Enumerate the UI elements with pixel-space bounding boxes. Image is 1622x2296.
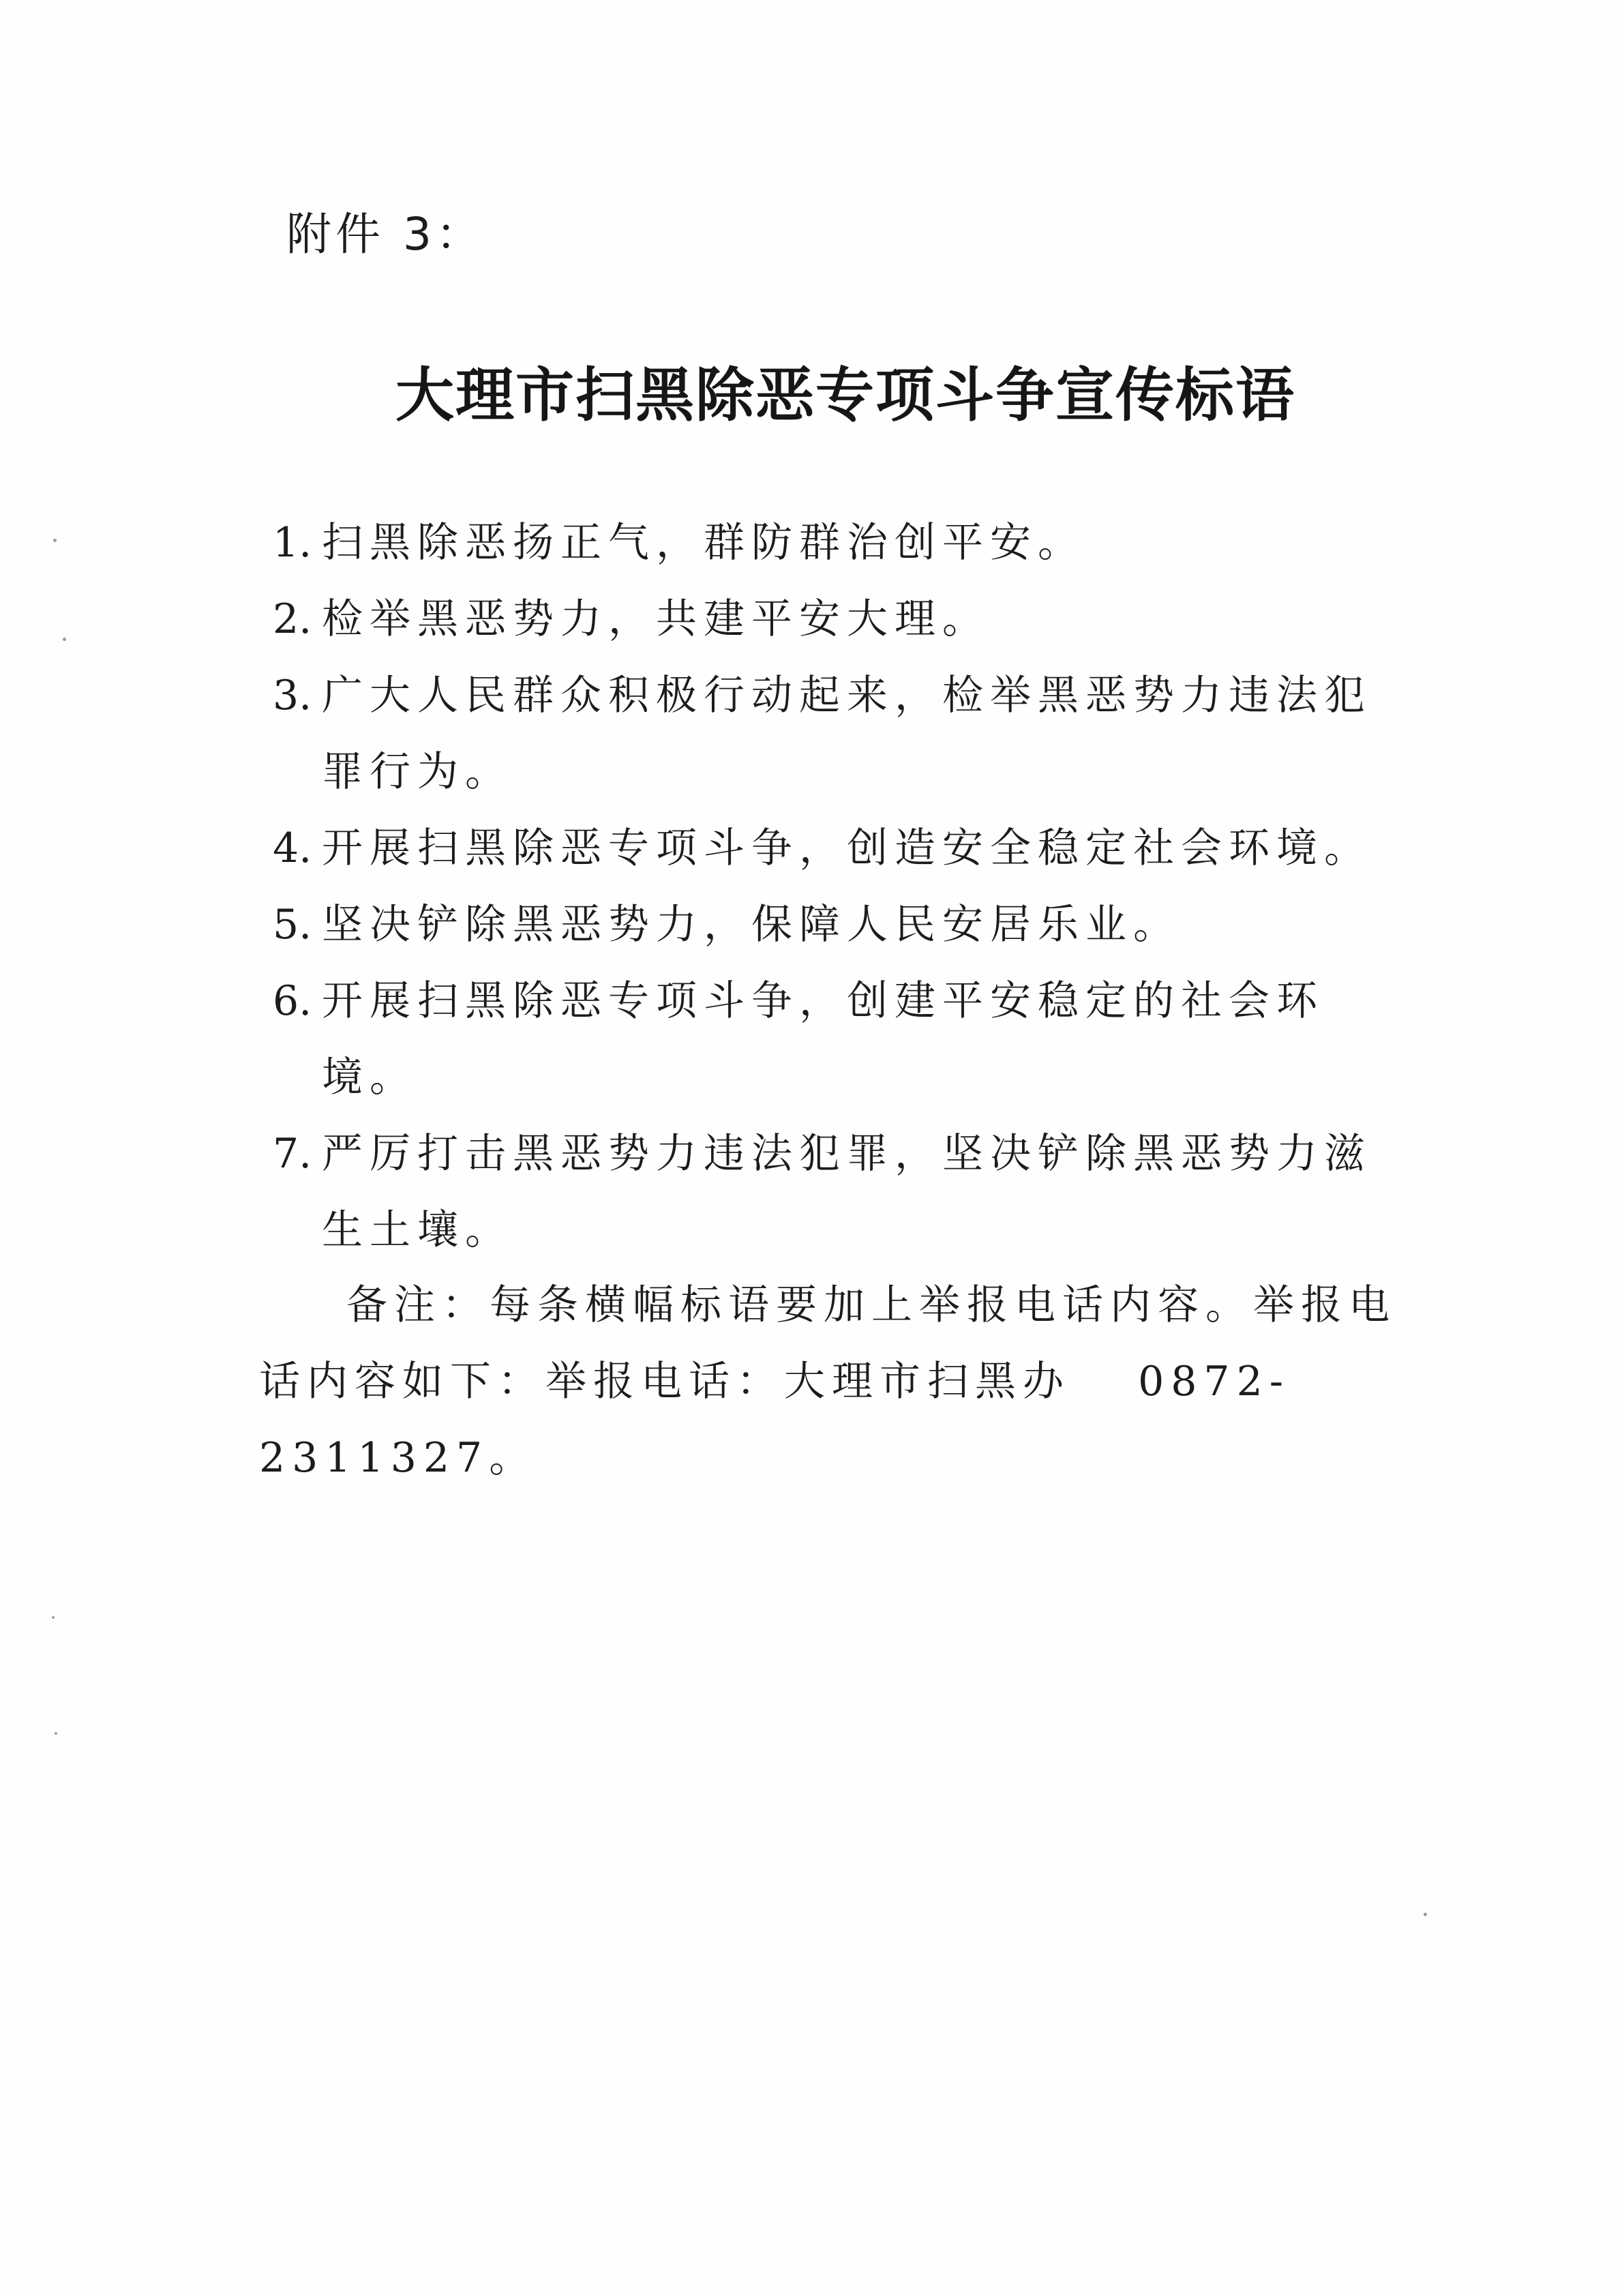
- slogan-item: [273, 886, 1418, 963]
- slogan-item: [273, 657, 1418, 810]
- slogan-list: [273, 505, 1418, 1268]
- remark-note: 备注：每条横幅标语要加上举报电话内容。举报电话内容如下：举报电话：大理市扫黑办 0872-2311327。: [259, 1281, 1396, 1482]
- slogan-text: 广大人民群众积极行动起来，检举黑恶势力违法犯罪行为。: [322, 672, 1372, 796]
- document-title: 大理市扫黑除恶专项斗争宣传标语: [395, 361, 1295, 430]
- scan-speck: [63, 638, 66, 641]
- slogan-text: 坚决铲除黑恶势力，保障人民安居乐业。: [322, 901, 1181, 949]
- scan-speck: [1424, 1913, 1427, 1916]
- slogan-item: [273, 581, 1418, 657]
- scan-speck: [55, 1732, 57, 1735]
- slogan-number: 4.: [273, 824, 312, 872]
- slogan-number: 1.: [273, 519, 312, 567]
- scan-speck: [53, 539, 57, 542]
- slogan-number: 3.: [273, 672, 312, 719]
- slogan-number: 5.: [273, 901, 312, 949]
- slogan-number: 6.: [273, 977, 312, 1025]
- scan-speck: [52, 1616, 55, 1619]
- slogan-text: 检举黑恶势力，共建平安大理。: [322, 595, 990, 643]
- slogan-item: [273, 1116, 1418, 1268]
- slogan-number: 7.: [273, 1130, 312, 1178]
- slogan-text: 严厉打击黑恶势力违法犯罪，坚决铲除黑恶势力滋生土壤。: [322, 1130, 1372, 1254]
- slogan-item: [273, 505, 1418, 581]
- slogan-text: 扫黑除恶扬正气，群防群治创平安。: [322, 519, 1085, 567]
- slogan-number: 2.: [273, 595, 312, 643]
- slogan-text: 开展扫黑除恶专项斗争，创造安全稳定社会环境。: [322, 824, 1372, 872]
- slogan-item: [273, 963, 1418, 1116]
- attachment-label: 附件 3：: [286, 208, 485, 260]
- slogan-text: 开展扫黑除恶专项斗争，创建平安稳定的社会环境。: [322, 977, 1324, 1101]
- slogan-item: [273, 810, 1418, 886]
